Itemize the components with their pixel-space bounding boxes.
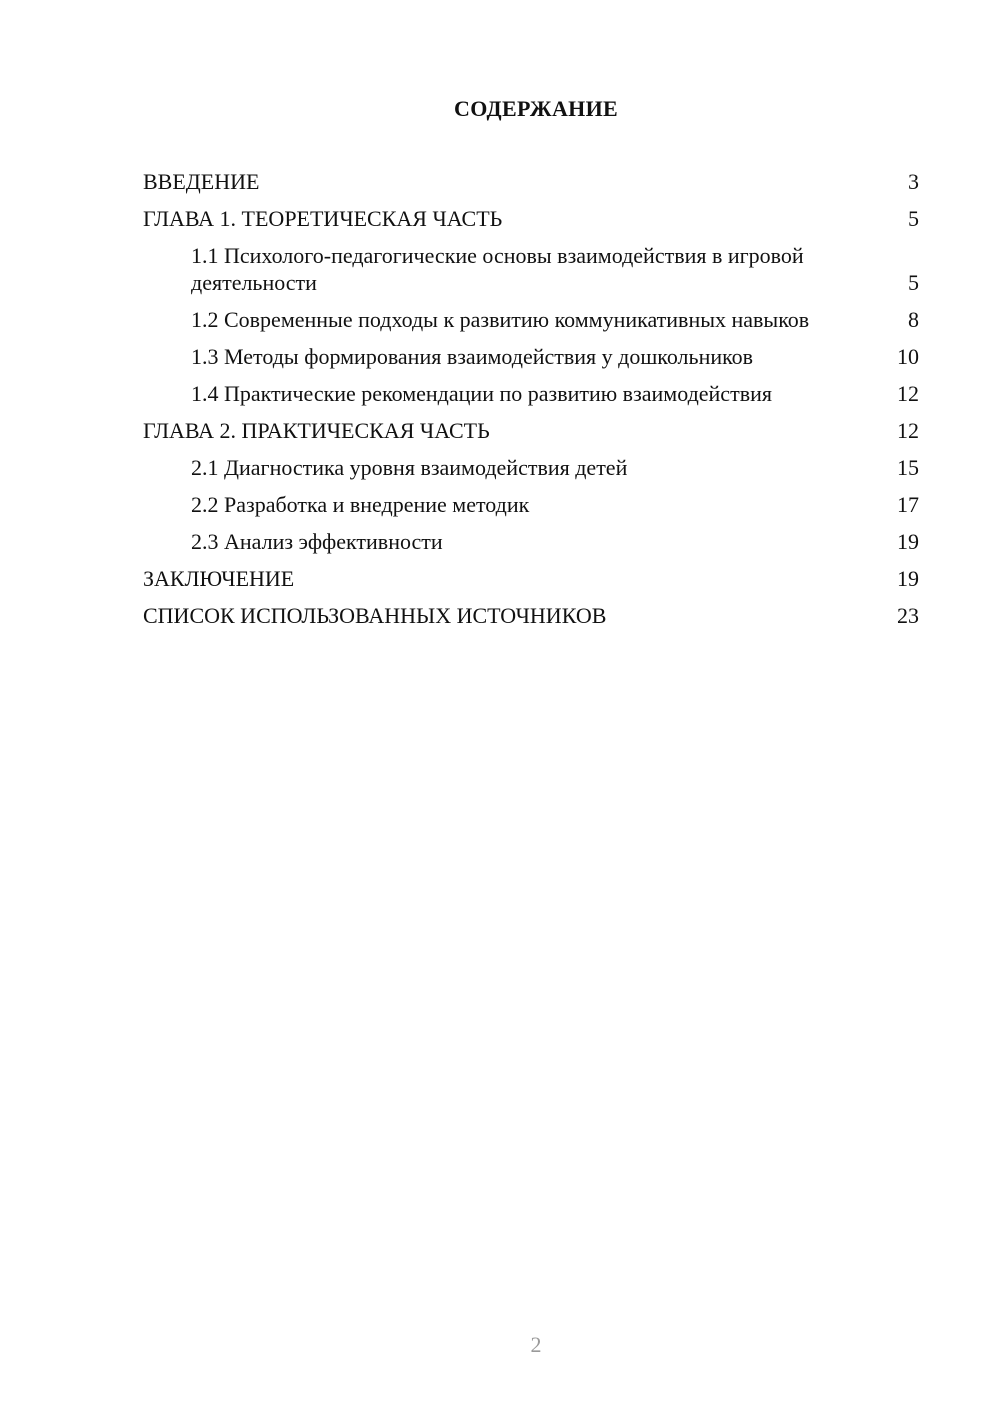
toc-entry-label: 1.2 Современные подходы к развитию коммуникативных навыков (191, 307, 810, 332)
toc-entry-section-1-3 (143, 343, 919, 370)
toc-entry-page-number: 5 (908, 206, 919, 231)
toc-entry-page-number: 8 (908, 307, 919, 332)
toc-entry-page-number: 19 (897, 566, 919, 591)
toc-entry-label: ВВЕДЕНИЕ (143, 169, 260, 194)
toc-entry-label: 2.3 Анализ эффективности (191, 529, 443, 554)
toc-entry-section-2-2 (143, 491, 919, 518)
toc-entry-page-number: 12 (897, 381, 919, 406)
toc-entry-label: СПИСОК ИСПОЛЬЗОВАННЫХ ИСТОЧНИКОВ (143, 603, 607, 628)
toc-title: СОДЕРЖАНИЕ (454, 96, 618, 121)
toc-entry-page-number: 15 (897, 455, 919, 480)
table-of-contents (143, 168, 919, 639)
toc-entry-label: 2.2 Разработка и внедрение методик (191, 492, 530, 517)
toc-entry-introduction (143, 168, 919, 195)
toc-entry-page-number: 23 (897, 603, 919, 628)
toc-entry-page-number: 10 (897, 344, 919, 369)
toc-entry-page-number: 19 (897, 529, 919, 554)
toc-entry-section-1-2 (143, 306, 919, 333)
toc-entry-page-number: 12 (897, 418, 919, 443)
toc-entry-label: 1.4 Практические рекомендации по развитию взаимодействия (191, 381, 772, 406)
toc-entry-label: ГЛАВА 1. ТЕОРЕТИЧЕСКАЯ ЧАСТЬ (143, 206, 503, 231)
toc-entry-section-1-4 (143, 380, 919, 407)
toc-entry-references (143, 602, 919, 629)
toc-entry-section-2-3 (143, 528, 919, 555)
toc-entry-chapter-2 (143, 417, 919, 444)
toc-entry-chapter-1 (143, 205, 919, 232)
toc-entry-label: ЗАКЛЮЧЕНИЕ (143, 566, 295, 591)
toc-entry-page-number: 3 (908, 169, 919, 194)
toc-entry-section-1-1 (143, 242, 919, 296)
toc-entry-conclusion (143, 565, 919, 592)
toc-entry-label: 1.1 Психолого-педагогические основы взаимодействия в игровой деятельности (191, 243, 804, 295)
toc-entry-section-2-1 (143, 454, 919, 481)
toc-entry-label: 1.3 Методы формирования взаимодействия у дошкольников (191, 344, 754, 369)
toc-entry-page-number: 5 (908, 270, 919, 295)
toc-entry-page-number: 17 (897, 492, 919, 517)
page-number: 2 (530, 1332, 542, 1357)
toc-entry-label: 2.1 Диагностика уровня взаимодействия детей (191, 455, 628, 480)
toc-entry-label: ГЛАВА 2. ПРАКТИЧЕСКАЯ ЧАСТЬ (143, 418, 490, 443)
